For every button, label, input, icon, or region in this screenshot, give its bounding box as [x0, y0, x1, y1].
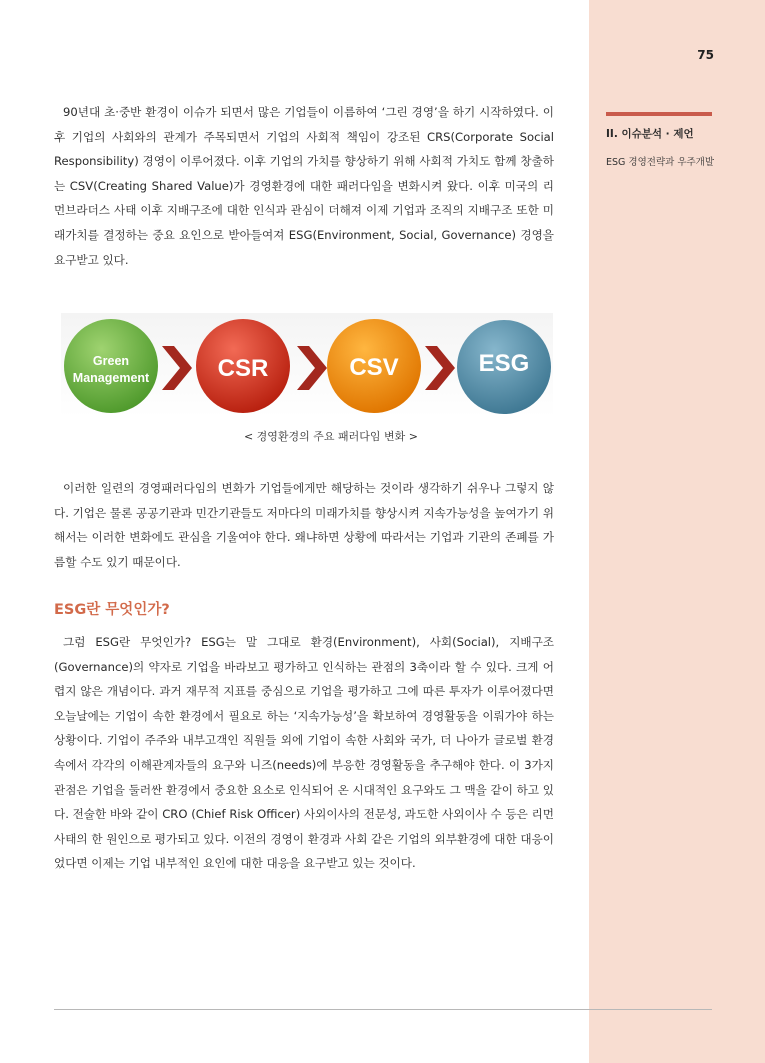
arrow-chevron-icon: [297, 346, 327, 390]
paradigm-diagram-svg: [61, 313, 553, 417]
arrow-chevron-icon: [162, 346, 192, 390]
esg-label: ESG: [478, 350, 530, 377]
sidebar-accent-bar: [606, 112, 712, 116]
body-paragraph-paradigm: 이러한 일련의 경영패러다임의 변화가 기업들에게만 해당하는 것이라 생각하기 쉬우나 그렇지 않다. 기업은 물론 공공기관과 민간기관들도 저마다의 미래가치를 향상시켜 지속가능성을 높여가기 위해서는 이러한 변화에도 관심을 기울여야 한다. 왜냐하면 상황에 따라서는 기업과 기관의 존폐를 가름할 수도 있기 때문이다.: [54, 481, 554, 569]
arrow-chevron-icon: [425, 346, 455, 390]
green-management-label-line1: Green: [92, 354, 130, 368]
diagram-caption: < 경영환경의 주요 패러다임 변화 >: [243, 430, 419, 443]
paradigm-diagram: [61, 313, 553, 417]
body-paragraph-intro: 90년대 초·중반 환경이 이슈가 되면서 많은 기업들이 이름하여 ‘그린 경영’을 하기 시작하였다. 이후 기업의 사회와의 관계가 주목되면서 기업의 사회적 책임이 강조된 CRS(Corporate Social Responsibility) 경영이 이루어졌다. 이후 기업의 가치를 향상하기 위해 사회적 가치도 함께 창출하는 CSV(Creating Shared Value)가 경영환경에 대한 패러다임을 변화시켜 왔다. 이후 미국의 리먼브라더스 사태 이후 지배구조에 대한 인식과 관심이 더해져 이제 기업과 조직의 지배구조 또한 미래가치를 결정하는 중요 요인으로 받아들여져 ESG(Environment, Social, Governance) 경영을 요구받고 있다.: [54, 105, 554, 267]
green-management-label-line2: Management: [72, 371, 150, 385]
page-number: 75: [697, 48, 714, 62]
footer-divider: [54, 1009, 712, 1010]
csr-label: CSR: [217, 355, 269, 382]
section-heading: ESG란 무엇인가?: [54, 602, 170, 618]
body-paragraph-esg: 그럼 ESG란 무엇인가? ESG는 말 그대로 환경(Environment), 사회(Social), 지배구조(Governance)의 약자로 기업을 바라보고 평가하고 인식하는 관점의 3축이라 할 수 있다. 크게 어렵지 않은 개념이다. 과거 재무적 지표를 중심으로 기업을 평가하고 그에 따른 투자가 이루어졌다면 오늘날에는 기업이 속한 환경에서 필요로 하는 ‘지속가능성’을 확보하여 경영활동을 이뤄가야 하는 상황이다. 기업이 주주와 내부고객인 직원들 외에 기업이 속한 사회와 국가, 더 나아가 글로벌 환경 속에서 각각의 이해관계자들의 요구와 니즈(needs)에 부응한 경영활동을 추구해야 한다. 이 3가지 관점은 기업을 둘러싼 환경에서 중요한 요소로 인식되어 온 시대적인 요구와도 그 맥을 같이 하고 있다. 전술한 바와 같이 CRO (Chief Risk Officer) 사외이사의 전문성, 과도한 사외이사 수 등은 리먼사태의 한 원인으로 평가되고 있다. 이전의 경영이 환경과 사회 같은 기업의 외부환경에 대한 대응이었다면 이제는 기업 내부적인 요인에 대한 대응을 요구받고 있는 것이다.: [54, 635, 554, 871]
csv-label: CSV: [349, 354, 399, 381]
sidebar-subsection-title: ESG 경영전략과 우주개발: [606, 157, 715, 168]
sidebar-section-title: II. 이슈분석 · 제언: [606, 128, 694, 140]
